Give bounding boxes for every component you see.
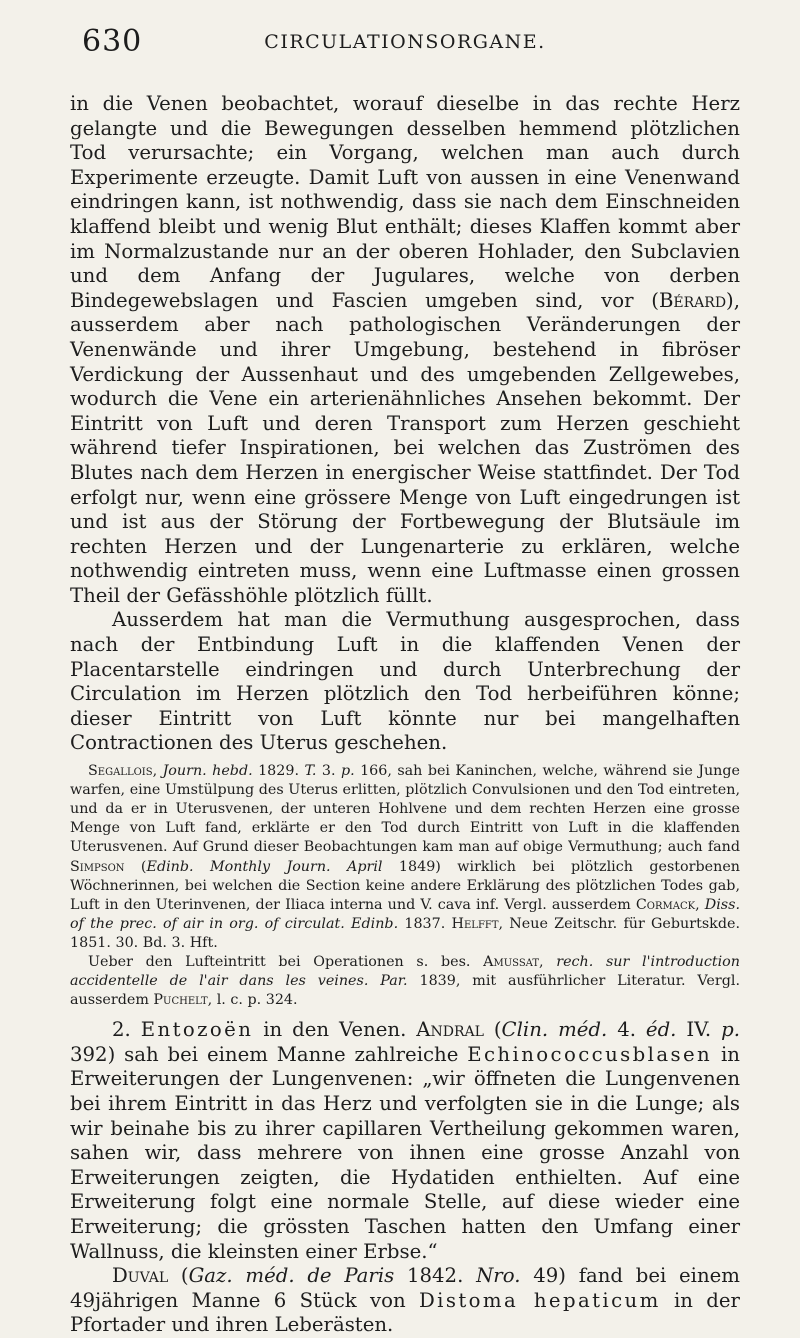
paragraph-2: Ausserdem hat man die Vermuthung ausgesprochen, dass nach der Entbindung Luft in die klaffenden Venen der Placentarstelle eindringen und durch Unterbrechung der Circulation im Herzen plötzlich den Tod herbeiführen könne; dieser Eintritt von Luft könnte nur bei mangelhaften Contractionen des Uterus geschehen. <box>70 608 740 755</box>
main-text <box>70 92 740 756</box>
section-heading: Entozoën <box>140 1018 254 1042</box>
paragraph-entozoen: 2. Entozoën in den Venen. Andral (Clin. méd. 4. éd. IV. p. 392) sah bei einem Manne zahlreiche Echinococcusblasen in Erweiterungen der Lungenvenen: „wir öffneten die Lungenvenen bei ihrem Eintritt in das Herz und verfolgten sie in die Lunge; als wir beinahe bis zu ihrer capillaren Vertheilung gekommen waren, sahen wir, dass mehrere von ihnen eine grosse Anzahl von Erweiterungen zeigten, die Hydatiden enthielten. Auf eine Erweiterung folgt eine normale Stelle, auf diese wieder eine Erweiterung; die grössten Taschen hatten den Umfang einer Wallnuss, die kleinsten einer Erbse.“ <box>70 1018 740 1263</box>
footnote-block <box>70 762 740 1010</box>
running-head: CIRCULATIONSORGANE. <box>264 31 546 53</box>
footnote-paragraph-1: Segallois, Journ. hebd. 1829. T. 3. p. 166, sah bei Kaninchen, welche, während sie Junge warfen, eine Umstülpung des Uterus erlitten, plötzlich Convulsionen und den Tod eintreten, und da er in Uterusvenen, der unteren Hohlvene und dem rechten Herzen eine grosse Menge von Luft fand, erklärte er den Tod durch Eintritt von Luft in die klaffenden Uterusvenen. Auf Grund dieser Beobachtungen kam man auf obige Vermuthung; auch fand Simpson (Edinb. Monthly Journ. April 1849) wirklich bei plötzlich gestorbenen Wöchnerinnen, bei welchen die Section keine andere Erklärung des plötzlichen Todes gab, Luft in den Uterinvenen, der Iliaca interna und V. cava inf. Vergl. ausserdem Cormack, Diss. of the prec. of air in org. of circulat. Edinb. 1837. Helfft, Neue Zeitschr. für Geburtskde. 1851. 30. Bd. 3. Hft. <box>70 763 741 951</box>
page-header <box>70 24 740 64</box>
book-page <box>70 24 740 1338</box>
paragraph-duval: Duval (Gaz. méd. de Paris 1842. Nro. 49) fand bei einem 49jährigen Manne 6 Stück von Distoma hepaticum in der Pfortader und ihren Leberästen. <box>70 1264 740 1337</box>
page-number: 630 <box>82 24 143 59</box>
footnote-paragraph-2: Ueber den Lufteintritt bei Operationen s. bes. Amussat, rech. sur l'introduction accidentelle de l'air dans les veines. Par. 1839, mit ausführlicher Literatur. Vergl. ausserdem Puchelt, l. c. p. 324. <box>70 953 740 1009</box>
paragraph-1: in die Venen beobachtet, worauf dieselbe in das rechte Herz gelangte und die Bewegungen desselben hemmend plötzlichen Tod verursachte; ein Vorgang, welchen man auch durch Experimente erzeugte. Damit Luft von aussen in eine Venenwand eindringen kann, ist nothwendig, dass sie nach dem Einschneiden klaffend bleibt und wenig Blut enthält; dieses Klaffen kommt aber im Normalzustande nur an der oberen Hohlader, den Subclavien und dem Anfang der Jugulares, welche von derben Bindegewebslagen und Fascien umgeben sind, vor (Bérard), ausserdem aber nach pathologischen Veränderungen der Venenwände und ihrer Umgebung, bestehend in fibröser Verdickung der Aussenhaut und des umgebenden Zellgewebes, wodurch die Vene ein arterienähnliches Ansehen bekommt. Der Eintritt von Luft und deren Transport zum Herzen geschieht während tiefer Inspirationen, bei welchen das Zuströmen des Blutes nach dem Herzen in energischer Weise stattfindet. Der Tod erfolgt nur, wenn eine grössere Menge von Luft eingedrungen ist und ist aus der Störung der Fortbewegung der Blutsäule im rechten Herzen und der Lungenarterie zu erklären, welche nothwendig eintreten muss, wenn eine Luftmasse einen grossen Theil der Gefässhöhle plötzlich füllt. <box>70 92 740 607</box>
section-2-text <box>70 1018 740 1338</box>
